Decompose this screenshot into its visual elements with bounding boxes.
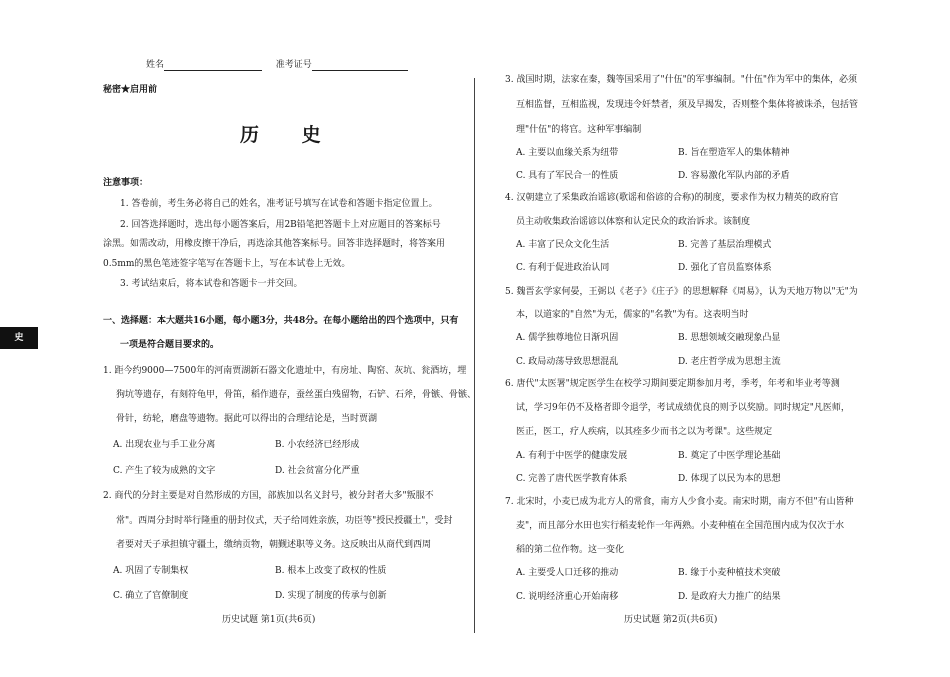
question-3-line-1: 3. 战国时期，法家在秦，魏等国采用了"什伍"的军事编制。"什伍"作为军中的集体，必须 bbox=[505, 75, 858, 85]
question-1-option-b[interactable]: B. 小农经济已经形成 bbox=[275, 440, 360, 450]
question-6-line-2: 试，学习9年仍不及格者即令退学，考试成绩优良的则予以奖励。同时规定"凡医师， bbox=[516, 403, 850, 413]
question-5-option-d[interactable]: D. 老庄哲学成为思想主流 bbox=[678, 357, 781, 367]
question-5-option-c[interactable]: C. 政局动荡导致思想混乱 bbox=[516, 357, 619, 367]
question-2-option-d[interactable]: D. 实现了制度的传承与创新 bbox=[275, 591, 387, 601]
footer-page-2: 历史试题 第2页(共6页) bbox=[624, 615, 718, 625]
question-5-option-a[interactable]: A. 儒学独尊地位日渐巩固 bbox=[516, 333, 619, 343]
question-2-option-b[interactable]: B. 根本上改变了政权的性质 bbox=[275, 566, 387, 576]
notes-line-4: 0.5mm的黑色笔迹签字笔写在答题卡上，写在本试卷上无效。 bbox=[103, 259, 351, 269]
question-5-option-b[interactable]: B. 思想领域交融现象凸显 bbox=[678, 333, 781, 343]
question-2-line-1: 2. 商代的分封主要是对自然形成的方国，部族加以名义封号，被分封者大多"叛服不 bbox=[103, 491, 434, 501]
notes-line-3: 涂黑。如需改动，用橡皮擦干净后，再选涂其他答案标号。回答非选择题时，将答案用 bbox=[103, 239, 446, 249]
question-2-option-c[interactable]: C. 确立了官僚制度 bbox=[113, 591, 189, 601]
question-1-line-1: 1. 距今约9000—7500年的河南贾湖新石器文化遗址中，有房址、陶窑、灰坑、瓮酒坊，埋 bbox=[103, 366, 467, 376]
question-6-option-d[interactable]: D. 体现了以民为本的思想 bbox=[678, 474, 781, 484]
question-5-line-1: 5. 魏晋玄学家何晏，王弼以《老子》《庄子》的思想解释《周易》，认为天地万物以"无"为 bbox=[505, 287, 858, 297]
notes-line-2: 2. 回答选择题时，选出每小题答案后，用2B铅笔把答题卡上对应题目的答案标号 bbox=[120, 220, 441, 230]
question-6-option-c[interactable]: C. 完善了唐代医学教育体系 bbox=[516, 474, 628, 484]
notes-heading: 注意事项： bbox=[103, 178, 149, 188]
side-subject-tab: 史 bbox=[0, 327, 38, 349]
question-3-option-d[interactable]: D. 容易激化军队内部的矛盾 bbox=[678, 171, 790, 181]
name-input-line[interactable] bbox=[164, 60, 262, 71]
question-4-option-a[interactable]: A. 丰富了民众文化生活 bbox=[516, 240, 610, 250]
secret-mark: 秘密★启用前 bbox=[103, 85, 158, 95]
name-field-row bbox=[146, 59, 408, 71]
question-3-line-3: 理"什伍"的将官。这种军事编制 bbox=[516, 125, 642, 135]
question-1-line-3: 骨针，纺轮，磨盘等遗物。据此可以得出的合理结论是，当时贾湖 bbox=[116, 414, 378, 424]
question-4-option-c[interactable]: C. 有利于促进政治认同 bbox=[516, 263, 610, 273]
notes-line-5: 3. 考试结束后，将本试卷和答题卡一并交回。 bbox=[120, 279, 303, 289]
question-4-line-1: 4. 汉朝建立了采集政治谣谚(歌谣和俗谚的合称)的制度，要求作为权力精英的政府官 bbox=[505, 193, 839, 203]
question-7-line-1: 7. 北宋时，小麦已成为北方人的常食，南方人少食小麦。南宋时期，南方不但"有山皆种 bbox=[505, 497, 854, 507]
question-2-line-2: 常"。西周分封时举行隆重的册封仪式，天子给同姓亲族，功臣等"授民授疆土"，受封 bbox=[116, 516, 453, 526]
section-heading-line-2: 一项是符合题目要求的。 bbox=[120, 340, 220, 350]
question-7-option-c[interactable]: C. 说明经济重心开始南移 bbox=[516, 592, 619, 602]
question-6-line-3: 医正，医工，疗人疾病，以其痊多少而书之以为考课"。这些规定 bbox=[516, 427, 773, 437]
column-divider bbox=[474, 78, 475, 633]
question-6-option-a[interactable]: A. 有利于中医学的健康发展 bbox=[516, 451, 628, 461]
question-7-option-d[interactable]: D. 是政府大力推广的结果 bbox=[678, 592, 781, 602]
exam-id-label: 准考证号 bbox=[275, 60, 312, 70]
question-3-option-a[interactable]: A. 主要以血缘关系为纽带 bbox=[516, 148, 619, 158]
name-label: 姓名 bbox=[146, 60, 165, 70]
section-heading-line-1: 一、选择题：本大题共16小题，每小题3分，共48分。在每小题给出的四个选项中，只有 bbox=[103, 316, 459, 326]
question-7-option-b[interactable]: B. 缘于小麦种植技术突破 bbox=[678, 568, 781, 578]
question-1-option-a[interactable]: A. 出现农业与手工业分离 bbox=[113, 440, 216, 450]
question-4-option-d[interactable]: D. 强化了官员监察体系 bbox=[678, 263, 772, 273]
question-7-option-a[interactable]: A. 主要受人口迁移的推动 bbox=[516, 568, 619, 578]
page-title: 历 史 bbox=[240, 124, 339, 146]
question-1-option-c[interactable]: C. 产生了较为成熟的文字 bbox=[113, 466, 216, 476]
question-6-option-b[interactable]: B. 奠定了中医学理论基础 bbox=[678, 451, 781, 461]
question-1-line-2: 狗坑等遗存，有刻符龟甲，骨笛，稻作遗存，蚕丝蛋白残留物，石铲、石斧，骨镞、骨镞、 bbox=[116, 390, 477, 400]
question-4-line-2: 员主动收集政治谣谚以体察和认定民众的政治诉求。该制度 bbox=[516, 217, 751, 227]
question-5-line-2: 本，以道家的"自然"为无，儒家的"名教"为有。这表明当时 bbox=[516, 310, 749, 320]
notes-line-1: 1. 答卷前，考生务必将自己的姓名，准考证号填写在试卷和答题卡指定位置上。 bbox=[120, 199, 438, 209]
question-7-line-2: 麦"，而且部分水田也实行稻麦轮作一年两熟。小麦种植在全国范围内成为仅次于水 bbox=[516, 521, 845, 531]
question-3-line-2: 互相监督，互相监视，发现违令奸禁者，须及早揭发，否则整个集体将被诛杀，包括管 bbox=[516, 100, 859, 110]
exam-id-input-line[interactable] bbox=[312, 60, 408, 71]
footer-page-1: 历史试题 第1页(共6页) bbox=[222, 615, 316, 625]
question-3-option-c[interactable]: C. 具有了军民合一的性质 bbox=[516, 171, 619, 181]
question-6-line-1: 6. 唐代"太医署"规定医学生在校学习期间要定期参加月考，季考，年考和毕业考等测 bbox=[505, 379, 840, 389]
question-3-option-b[interactable]: B. 旨在塑造军人的集体精神 bbox=[678, 148, 790, 158]
question-1-option-d[interactable]: D. 社会贫富分化严重 bbox=[275, 466, 360, 476]
question-7-line-3: 稻的第二位作物。这一变化 bbox=[516, 545, 625, 555]
question-2-line-3: 者要对天子承担镇守疆土，缴纳贡物，朝觐述职等义务。这反映出从商代到西周 bbox=[116, 540, 432, 550]
question-2-option-a[interactable]: A. 巩固了专制集权 bbox=[113, 566, 189, 576]
question-4-option-b[interactable]: B. 完善了基层治理模式 bbox=[678, 240, 772, 250]
